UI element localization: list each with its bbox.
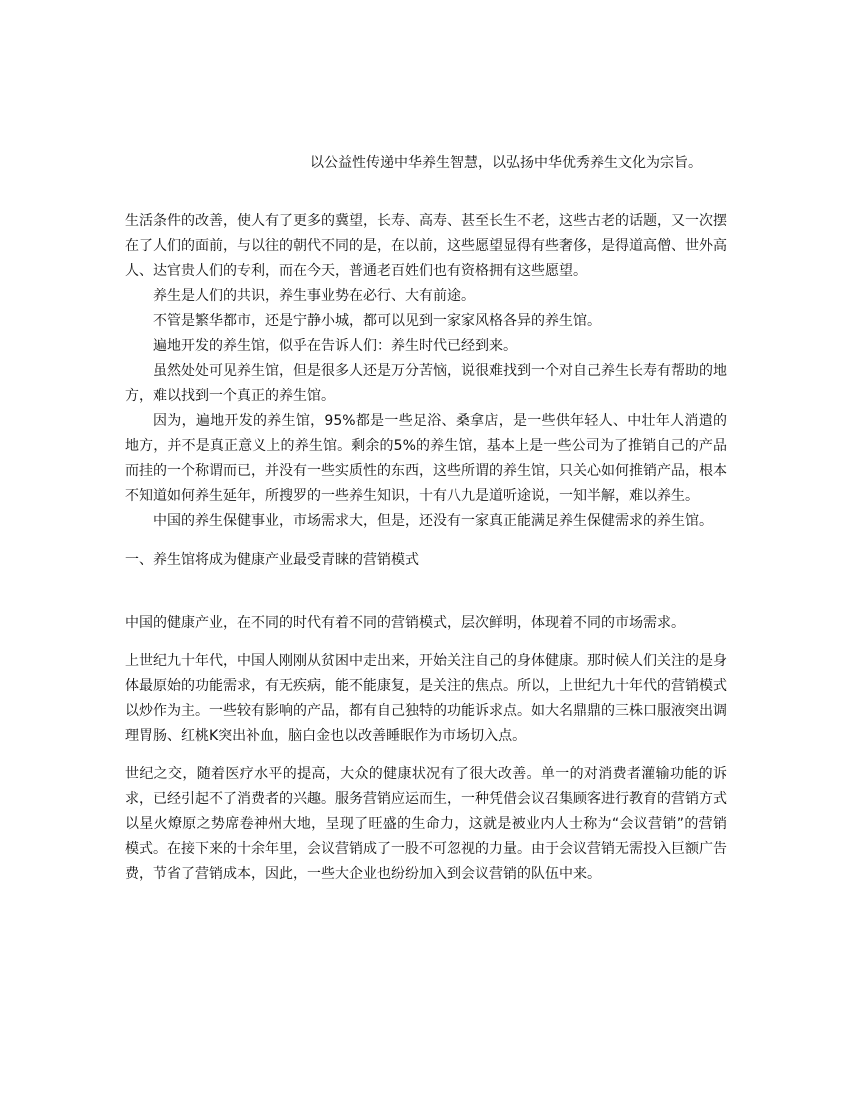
document-motto: 以公益性传递中华养生智慧，以弘扬中华优秀养生文化为宗旨。	[310, 155, 702, 171]
intro-paragraph: 不管是繁华都市，还是宁静小城，都可以见到一家家风格各异的养生馆。	[153, 313, 601, 329]
intro-paragraph: 养生是人们的共识，养生事业势在必行、大有前途。	[153, 288, 475, 304]
intro-paragraph: 因为，遍地开发的养生馆，95%都是一些足浴、桑拿店，是一些供年轻人、中壮年人消遣的地方，并不是真正意义上的养生馆。剩余的5%的养生馆，基本上是一些公司为了推销自己的产品而挂的一个称谓而已，并没有一些实质性的东西，这些所谓的养生馆，只关心如何推销产品，根本不知道如何养生延年，所搜罗的一些养生知识，十有八九是道听途说，一知半解，难以养生。	[125, 413, 727, 504]
section-paragraph: 世纪之交，随着医疗水平的提高，大众的健康状况有了很大改善。单一的对消费者灌输功能的诉求，已经引起不了消费者的兴趣。服务营销应运而生，一种凭借会议召集顾客进行教育的营销方式以星火燎原之势席卷神州大地，呈现了旺盛的生命力，这就是被业内人士称为“会议营销”的营销模式。在接下来的十余年里，会议营销成了一股不可忽视的力量。由于会议营销无需投入巨额广告费，节省了营销成本，因此，一些大企业也纷纷加入到会议营销的队伍中来。	[125, 766, 727, 882]
intro-paragraph: 中国的养生保健事业，市场需求大，但是，还没有一家真正能满足养生保健需求的养生馆。	[153, 513, 713, 529]
section-heading: 一、养生馆将成为健康产业最受青睐的营销模式	[125, 552, 419, 568]
intro-paragraph: 遍地开发的养生馆，似乎在告诉人们：养生时代已经到来。	[153, 338, 517, 354]
intro-paragraph: 虽然处处可见养生馆，但是很多人还是万分苦恼，说很难找到一个对自己养生长寿有帮助的地方，难以找到一个真正的养生馆。	[125, 363, 727, 404]
document-body	[125, 209, 727, 887]
section-paragraph: 上世纪九十年代，中国人刚刚从贫困中走出来，开始关注自己的身体健康。那时候人们关注的是身体最原始的功能需求，有无疾病，能不能康复，是关注的焦点。所以，上世纪九十年代的营销模式以炒作为主。一些较有影响的产品，都有自己独特的功能诉求点。如大名鼎鼎的三株口服液突出调理胃肠、红桃K突出补血，脑白金也以改善睡眠作为市场切入点。	[125, 653, 727, 744]
intro-paragraph: 生活条件的改善，使人有了更多的冀望，长寿、高寿、甚至长生不老，这些古老的话题，又一次摆在了人们的面前，与以往的朝代不同的是，在以前，这些愿望显得有些奢侈，是得道高僧、世外高人、达官贵人们的专利，而在今天，普通老百姓们也有资格拥有这些愿望。	[125, 213, 727, 279]
section-paragraph: 中国的健康产业，在不同的时代有着不同的营销模式，层次鲜明，体现着不同的市场需求。	[125, 615, 685, 631]
